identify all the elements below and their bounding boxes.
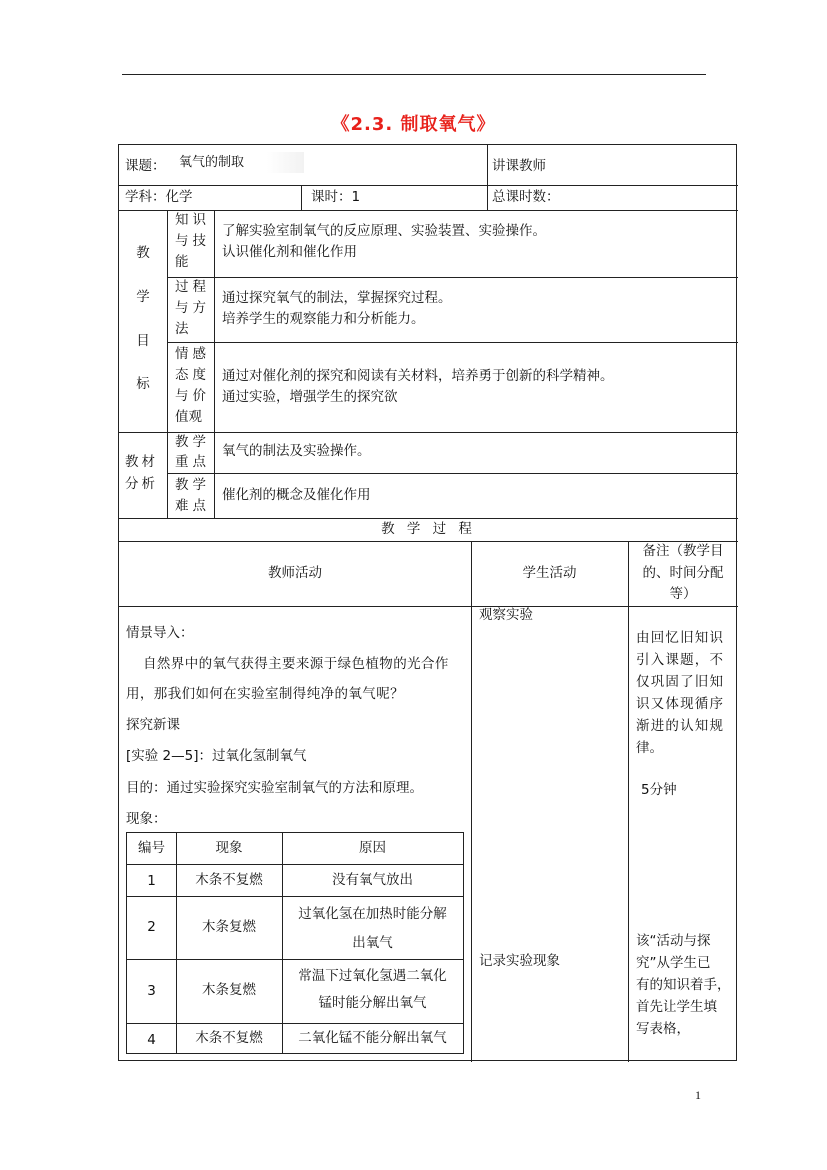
student-activity-header: 学生活动 bbox=[522, 565, 577, 581]
goal-label: 情感 bbox=[175, 346, 210, 362]
exp-header: 现象 bbox=[215, 840, 243, 856]
intro-text: 用，那我们如何在实验室制得纯净的氧气呢？ bbox=[126, 686, 404, 702]
goal-text: 通过对催化剂的探究和阅读有关材料，培养勇于创新的科学精神。 bbox=[222, 368, 614, 384]
analysis-label: 教材 bbox=[125, 454, 158, 470]
page-number: 1 bbox=[695, 1088, 701, 1102]
experiment-purpose: 目的：通过实验探究实验室制氧气的方法和原理。 bbox=[126, 780, 423, 796]
goals-char: 目 bbox=[136, 333, 150, 349]
experiment-table bbox=[126, 832, 464, 1054]
note-header: 备注（教学目 bbox=[642, 543, 724, 559]
student-activity: 观察实验 bbox=[479, 607, 533, 623]
row-divider bbox=[119, 185, 738, 186]
note-header: 等） bbox=[669, 586, 697, 602]
goal-label: 法 bbox=[175, 321, 193, 337]
subject-field: 学科：化学 bbox=[125, 189, 193, 205]
student-activity: 记录实验现象 bbox=[479, 953, 560, 969]
row-divider bbox=[119, 606, 738, 607]
note-line: 首先让学生填 bbox=[636, 999, 717, 1015]
goals-char: 标 bbox=[136, 376, 150, 392]
analysis-text: 催化剂的概念及催化作用 bbox=[222, 487, 371, 503]
goal-label: 过程 bbox=[175, 279, 210, 295]
exp-cell-no: 2 bbox=[147, 919, 156, 935]
goal-label: 知识 bbox=[175, 212, 210, 228]
analysis-item-label: 难点 bbox=[175, 498, 210, 514]
note-line: 仅巩固了旧知 bbox=[636, 674, 725, 690]
course-label: 课题： bbox=[125, 158, 166, 174]
goals-char: 学 bbox=[136, 289, 150, 305]
header-rule bbox=[122, 74, 706, 75]
new-lesson-label: 探究新课 bbox=[126, 717, 180, 733]
analysis-item-label: 教学 bbox=[175, 434, 210, 450]
exp-row-divider bbox=[127, 864, 463, 865]
exp-cell-reason: 常温下过氧化氢遇二氧化 bbox=[298, 968, 447, 984]
col-divider bbox=[301, 185, 302, 210]
teacher-activity-header: 教师活动 bbox=[268, 565, 322, 581]
exp-header: 编号 bbox=[138, 840, 165, 856]
note-line: 由回忆旧知识 bbox=[636, 630, 725, 646]
row-divider bbox=[119, 432, 738, 433]
document-title: 《2.3. 制取氧气》 bbox=[331, 114, 496, 135]
analysis-text: 氧气的制法及实验操作。 bbox=[222, 443, 371, 459]
exp-cell-reason: 出氧气 bbox=[352, 935, 393, 951]
phenomenon-label: 现象： bbox=[126, 811, 167, 827]
note-time: 5分钟 bbox=[641, 782, 677, 798]
total-hours-field: 总课时数： bbox=[492, 189, 560, 205]
intro-label: 情景导入： bbox=[126, 625, 194, 641]
exp-cell-reason: 锰时能分解出氧气 bbox=[318, 995, 427, 1011]
course-title: 氧气的制取 bbox=[179, 152, 304, 173]
goal-label: 值观 bbox=[175, 409, 202, 425]
note-line: 引入课题，不 bbox=[636, 652, 725, 668]
goal-label: 与技 bbox=[175, 233, 210, 249]
exp-header: 原因 bbox=[359, 840, 386, 856]
goal-label: 与价 bbox=[175, 388, 210, 404]
col-divider bbox=[628, 541, 629, 1062]
experiment-title: [实验 2—5]：过氧化氢制氧气 bbox=[126, 748, 307, 764]
note-line: 究”从学生已 bbox=[636, 955, 711, 971]
note-line: 有的知识着手， bbox=[636, 977, 731, 993]
goal-label: 能 bbox=[175, 254, 193, 270]
exp-row-divider bbox=[127, 959, 463, 960]
exp-cell-reason: 没有氧气放出 bbox=[332, 872, 413, 888]
col-divider bbox=[471, 541, 472, 1062]
row-divider bbox=[167, 342, 738, 343]
goals-char: 教 bbox=[136, 245, 150, 261]
exp-col-divider bbox=[176, 833, 177, 1053]
goal-text: 认识催化剂和催化作用 bbox=[222, 244, 357, 260]
goal-text: 通过实验，增强学生的探究欲 bbox=[222, 389, 398, 405]
row-divider bbox=[167, 277, 738, 278]
note-line: 律。 bbox=[636, 740, 663, 756]
exp-cell-reason: 过氧化氢在加热时能分解 bbox=[298, 906, 447, 922]
goal-label: 态度 bbox=[175, 367, 210, 383]
note-header: 的、时间分配 bbox=[642, 565, 724, 581]
exp-cell-no: 1 bbox=[147, 873, 156, 889]
process-title: 教 学 过 程 bbox=[381, 521, 476, 537]
note-line: 渐进的认知规 bbox=[636, 718, 725, 734]
analysis-item-label: 重点 bbox=[175, 454, 210, 470]
teacher-label: 讲课教师 bbox=[492, 158, 546, 174]
exp-cell-reason: 二氧化锰不能分解出氧气 bbox=[298, 1030, 447, 1046]
note-line: 该“活动与探 bbox=[636, 933, 711, 949]
exp-cell-phenomenon: 木条不复燃 bbox=[195, 1030, 263, 1046]
lesson-plan-table bbox=[118, 144, 737, 1061]
exp-cell-phenomenon: 木条复燃 bbox=[202, 982, 256, 998]
exp-row-divider bbox=[127, 1023, 463, 1024]
note-line: 写表格， bbox=[636, 1021, 690, 1037]
analysis-label: 分析 bbox=[125, 476, 158, 492]
col-divider bbox=[214, 210, 215, 518]
col-divider bbox=[167, 210, 168, 518]
exp-cell-phenomenon: 木条复燃 bbox=[202, 919, 256, 935]
goal-text: 通过探究氧气的制法，掌握探究过程。 bbox=[222, 290, 452, 306]
goal-label: 与方 bbox=[175, 300, 210, 316]
hours-field: 课时：1 bbox=[311, 189, 361, 205]
col-divider bbox=[487, 145, 488, 210]
row-divider bbox=[167, 473, 738, 474]
exp-cell-no: 3 bbox=[147, 983, 156, 999]
exp-cell-phenomenon: 木条不复燃 bbox=[195, 872, 263, 888]
intro-text: 自然界中的氧气获得主要来源于绿色植物的光合作 bbox=[143, 656, 449, 672]
analysis-item-label: 教学 bbox=[175, 477, 210, 493]
note-line: 识又体现循序 bbox=[636, 696, 725, 712]
exp-row-divider bbox=[127, 896, 463, 897]
goal-text: 培养学生的观察能力和分析能力。 bbox=[222, 311, 425, 327]
goal-text: 了解实验室制氧气的反应原理、实验装置、实验操作。 bbox=[222, 223, 546, 239]
exp-cell-no: 4 bbox=[147, 1032, 156, 1048]
row-divider bbox=[119, 210, 738, 211]
